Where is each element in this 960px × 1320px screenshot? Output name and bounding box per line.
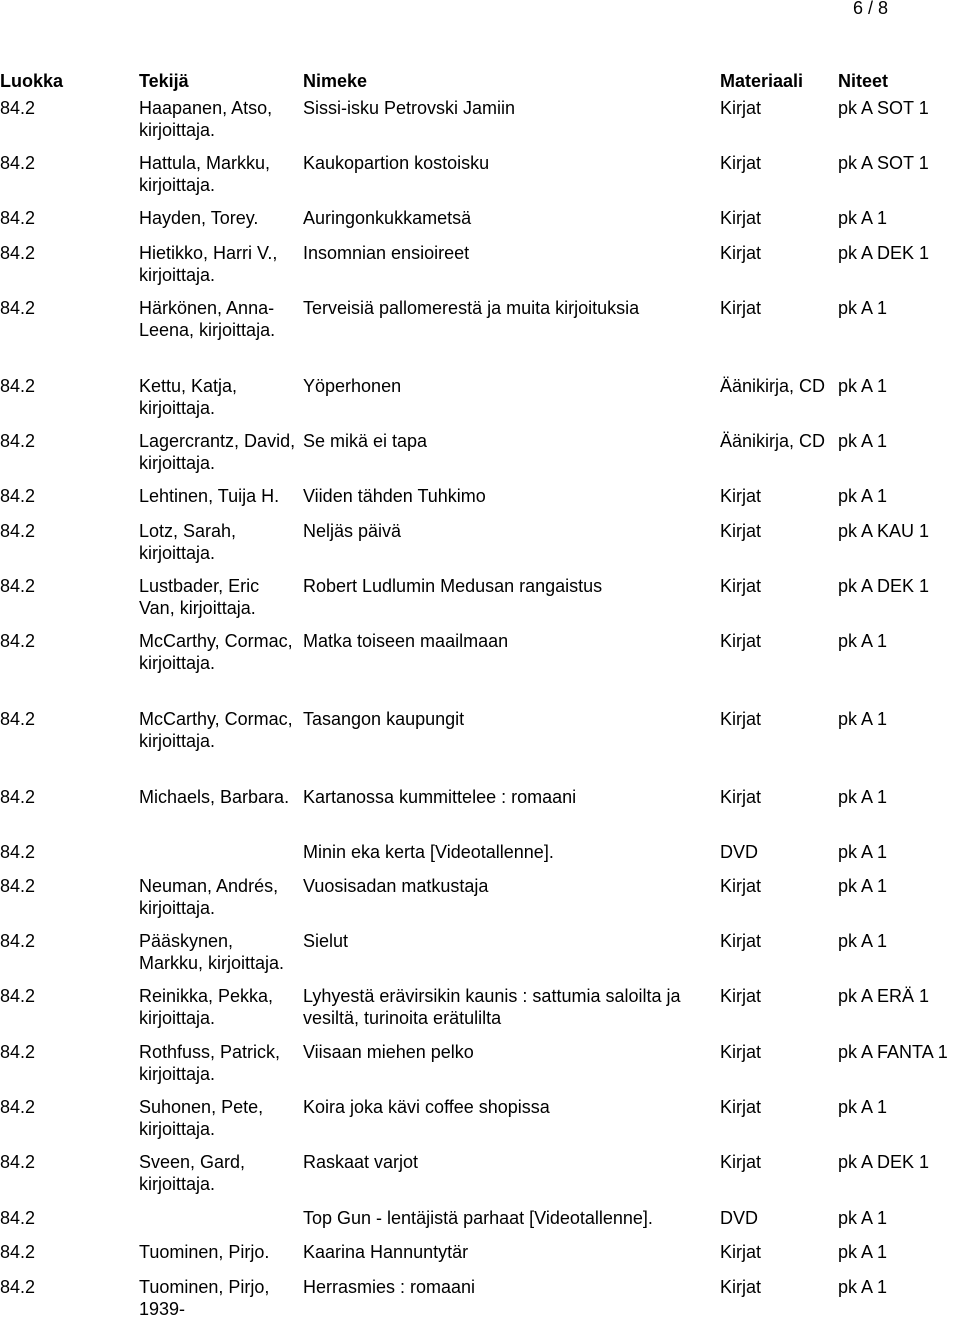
cell-author: Tuominen, Pirjo, 1939- xyxy=(139,1277,270,1319)
cell-class: 84.2 xyxy=(0,1042,36,1062)
cell-title: Koira joka kävi coffee shopissa xyxy=(303,1097,550,1117)
cell-material: Kirjat xyxy=(720,521,762,541)
cell-title: Kaukopartion kostoisku xyxy=(303,153,490,173)
cell-notes: pk A DEK 1 xyxy=(838,1152,930,1172)
cell-material: Äänikirja, CD xyxy=(720,376,826,396)
cell-author: McCarthy, Cormac, kirjoittaja. xyxy=(139,709,293,751)
cell-author: Hattula, Markku, kirjoittaja. xyxy=(139,153,271,195)
cell-class: 84.2 xyxy=(0,486,36,506)
cell-notes: pk A SOT 1 xyxy=(838,153,929,173)
cell-author: Lehtinen, Tuija H. xyxy=(139,486,280,506)
cell-material: Kirjat xyxy=(720,486,762,506)
cell-material: Kirjat xyxy=(720,1042,762,1062)
cell-title: Kaarina Hannuntytär xyxy=(303,1242,469,1262)
cell-title: Vuosisadan matkustaja xyxy=(303,876,489,896)
cell-author: Haapanen, Atso, kirjoittaja. xyxy=(139,98,273,140)
cell-notes: pk A 1 xyxy=(838,709,888,729)
page-number: 6 / 8 xyxy=(852,0,888,18)
cell-author: Lotz, Sarah, kirjoittaja. xyxy=(139,521,237,563)
cell-notes: pk A 1 xyxy=(838,787,888,807)
cell-author: Tuominen, Pirjo. xyxy=(139,1242,270,1262)
cell-notes: pk A DEK 1 xyxy=(838,576,930,596)
cell-material: Äänikirja, CD xyxy=(720,431,826,451)
cell-notes: pk A FANTA 1 xyxy=(838,1042,948,1062)
header-notes: Niteet xyxy=(838,71,889,91)
cell-material: Kirjat xyxy=(720,709,762,729)
cell-title: Neljäs päivä xyxy=(303,521,402,541)
cell-material: Kirjat xyxy=(720,986,762,1006)
header-material: Materiaali xyxy=(720,71,804,91)
cell-material: DVD xyxy=(720,1208,759,1228)
cell-notes: pk A 1 xyxy=(838,486,888,506)
cell-material: Kirjat xyxy=(720,631,762,651)
cell-material: Kirjat xyxy=(720,576,762,596)
cell-notes: pk A 1 xyxy=(838,631,888,651)
cell-material: Kirjat xyxy=(720,1152,762,1172)
cell-material: Kirjat xyxy=(720,1097,762,1117)
cell-class: 84.2 xyxy=(0,521,36,541)
cell-material: Kirjat xyxy=(720,931,762,951)
cell-title: Lyhyestä erävirsikin kaunis : sattumia saloilta ja vesiltä, turinoita erätulilta xyxy=(303,986,681,1028)
cell-class: 84.2 xyxy=(0,709,36,729)
cell-title: Raskaat varjot xyxy=(303,1152,419,1172)
cell-notes: pk A 1 xyxy=(838,842,888,862)
cell-notes: pk A 1 xyxy=(838,376,888,396)
cell-class: 84.2 xyxy=(0,1097,36,1117)
cell-class: 84.2 xyxy=(0,576,36,596)
cell-title: Terveisiä pallomerestä ja muita kirjoituksia xyxy=(303,298,640,318)
cell-class: 84.2 xyxy=(0,243,36,263)
cell-notes: pk A SOT 1 xyxy=(838,98,929,118)
cell-author: McCarthy, Cormac, kirjoittaja. xyxy=(139,631,293,673)
cell-author: Hietikko, Harri V., kirjoittaja. xyxy=(139,243,278,285)
cell-class: 84.2 xyxy=(0,376,36,396)
cell-class: 84.2 xyxy=(0,842,36,862)
cell-material: Kirjat xyxy=(720,243,762,263)
cell-title: Insomnian ensioireet xyxy=(303,243,470,263)
cell-class: 84.2 xyxy=(0,931,36,951)
cell-class: 84.2 xyxy=(0,1277,36,1297)
cell-title: Sielut xyxy=(303,931,349,951)
cell-notes: pk A 1 xyxy=(838,1208,888,1228)
cell-title: Viiden tähden Tuhkimo xyxy=(303,486,486,506)
cell-title: Kartanossa kummittelee : romaani xyxy=(303,787,577,807)
cell-class: 84.2 xyxy=(0,208,36,228)
cell-author: Lagercrantz, David, kirjoittaja. xyxy=(139,431,296,473)
cell-material: Kirjat xyxy=(720,298,762,318)
cell-notes: pk A 1 xyxy=(838,208,888,228)
cell-author: Lustbader, Eric Van, kirjoittaja. xyxy=(139,576,260,618)
cell-author: Sveen, Gard, kirjoittaja. xyxy=(139,1152,246,1194)
cell-author: Suhonen, Pete, kirjoittaja. xyxy=(139,1097,264,1139)
cell-title: Herrasmies : romaani xyxy=(303,1277,476,1297)
cell-notes: pk A 1 xyxy=(838,1097,888,1117)
cell-material: Kirjat xyxy=(720,876,762,896)
cell-author: Härkönen, Anna-Leena, kirjoittaja. xyxy=(139,298,276,340)
cell-class: 84.2 xyxy=(0,986,36,1006)
cell-notes: pk A 1 xyxy=(838,931,888,951)
header-author: Tekijä xyxy=(139,71,189,91)
cell-notes: pk A 1 xyxy=(838,298,888,318)
cell-title: Top Gun - lentäjistä parhaat [Videotallenne]. xyxy=(303,1208,653,1228)
cell-title: Sissi-isku Petrovski Jamiin xyxy=(303,98,516,118)
cell-title: Auringonkukkametsä xyxy=(303,208,472,228)
cell-class: 84.2 xyxy=(0,631,36,651)
cell-title: Yöperhonen xyxy=(303,376,402,396)
cell-notes: pk A 1 xyxy=(838,1277,888,1297)
cell-author: Kettu, Katja, kirjoittaja. xyxy=(139,376,238,418)
cell-title: Robert Ludlumin Medusan rangaistus xyxy=(303,576,603,596)
cell-material: Kirjat xyxy=(720,208,762,228)
cell-title: Matka toiseen maailmaan xyxy=(303,631,509,651)
cell-material: Kirjat xyxy=(720,1242,762,1262)
cell-notes: pk A 1 xyxy=(838,876,888,896)
cell-author: Pääskynen, Markku, kirjoittaja. xyxy=(139,931,285,973)
cell-author: Reinikka, Pekka, kirjoittaja. xyxy=(139,986,274,1028)
cell-author: Neuman, Andrés, kirjoittaja. xyxy=(139,876,279,918)
cell-class: 84.2 xyxy=(0,1208,36,1228)
cell-notes: pk A KAU 1 xyxy=(838,521,930,541)
cell-author: Hayden, Torey. xyxy=(139,208,259,228)
cell-class: 84.2 xyxy=(0,1152,36,1172)
cell-material: Kirjat xyxy=(720,787,762,807)
cell-notes: pk A 1 xyxy=(838,1242,888,1262)
cell-class: 84.2 xyxy=(0,298,36,318)
cell-class: 84.2 xyxy=(0,98,36,118)
header-class: Luokka xyxy=(0,71,64,91)
cell-material: Kirjat xyxy=(720,98,762,118)
cell-class: 84.2 xyxy=(0,431,36,451)
cell-material: DVD xyxy=(720,842,759,862)
cell-notes: pk A 1 xyxy=(838,431,888,451)
cell-class: 84.2 xyxy=(0,876,36,896)
cell-title: Se mikä ei tapa xyxy=(303,431,428,451)
cell-author: Rothfuss, Patrick, kirjoittaja. xyxy=(139,1042,281,1084)
cell-class: 84.2 xyxy=(0,153,36,173)
cell-material: Kirjat xyxy=(720,153,762,173)
header-title: Nimeke xyxy=(303,71,368,91)
cell-notes: pk A ERÄ 1 xyxy=(838,986,930,1006)
cell-title: Minin eka kerta [Videotallenne]. xyxy=(303,842,554,862)
cell-class: 84.2 xyxy=(0,1242,36,1262)
cell-material: Kirjat xyxy=(720,1277,762,1297)
cell-author: Michaels, Barbara. xyxy=(139,787,290,807)
cell-title: Tasangon kaupungit xyxy=(303,709,465,729)
cell-title: Viisaan miehen pelko xyxy=(303,1042,474,1062)
cell-notes: pk A DEK 1 xyxy=(838,243,930,263)
cell-class: 84.2 xyxy=(0,787,36,807)
